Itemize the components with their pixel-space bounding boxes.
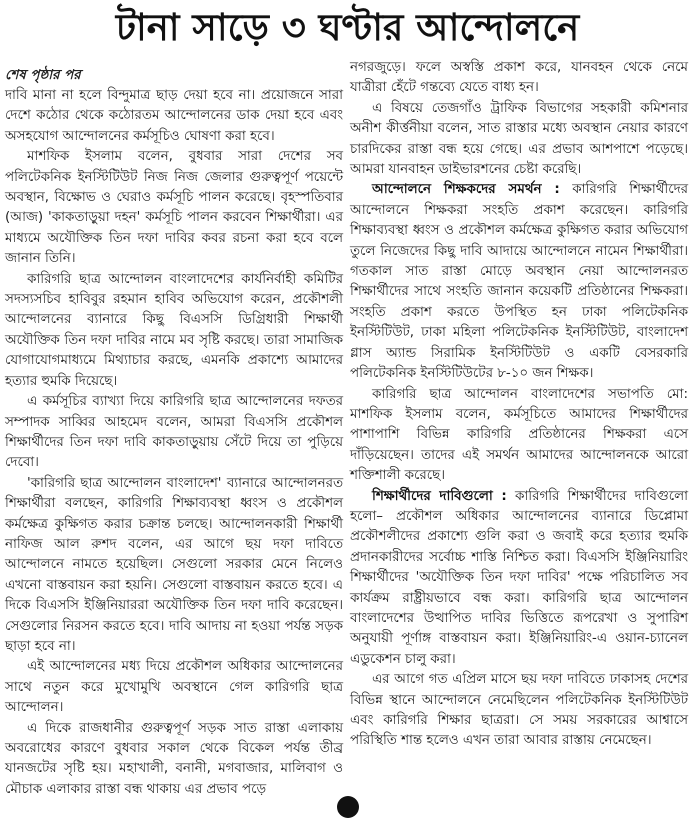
article-paragraph	[350, 385, 688, 487]
article-text: কারিগরি ছাত্র আন্দোলন বাংলাদেশের সভাপতি মো: মাশফিক ইসলাম বলেন, কর্মসূচিতে আমাদের শিক্ষার্থীদের পাশাপাশি বিভিন্ন কারিগরি প্রতিষ্ঠানের শিক্ষকরা এসে দাঁড়িয়েছেন। তাদের এই সমর্থন আমাদের আন্দোলনকে আরো শক্তিশালী করেছে।	[350, 386, 688, 484]
article-text: এর আগে গত এপ্রিল মাসে ছয় দফা দাবিতে ঢাকাসহ দেশের বিভিন্ন স্থানে আন্দোলনে নেমেছিলেন পলিটেকনিক ইনস্টিটিউট এবং কারিগরি শিক্ষার ছাত্ররা। সে সময় সরকারের আশ্বাসে পরিস্থিতি শান্ত হলেও এখন তারা আবার রাস্তায় নেমেছেন।	[350, 672, 688, 749]
article-paragraph: এই আন্দোলনের মধ্য দিয়ে প্রকৌশল অধিকার আন্দোলনের সাথে নতুন করে মুখোমুখি অবস্থানে গেল কারিগরি ছাত্র আন্দোলন।	[5, 659, 343, 716]
article-paragraph	[350, 58, 688, 99]
headline: টানা সাড়ে ৩ ঘণ্টার আন্দোলনে	[115, 6, 580, 49]
article-paragraph: মাশফিক ইসলাম বলেন, বুধবার সারা দেশের সব পলিটেকনিক ইনস্টিটিউট নিজ নিজ জেলার গুরুত্বপূর্ণ পয়েন্টে অবস্থান, বিক্ষোভ ও ঘেরাও কর্মসূচি পালন করেছে। বৃহস্পতিবার (আজ) 'কাকতাড়ুয়া দহন' কর্মসূচি পালন করবেন শিক্ষার্থীরা। এর মাধ্যমে অযৌক্তিক তিন দফা দাবির কবর রচনা করা হবে বলে জানান তিনি।	[5, 149, 343, 267]
article-text: কারিগরি শিক্ষার্থীদের দাবিগুলো হলো– প্রকৌশল অধিকার আন্দোলনের ব্যানারে ডিপ্লোমা প্রকৌশলীদের প্রকাশ্যে গুলি করা ও জবাই করে হত্যার হুমকি প্রদানকারীদের সর্বোচ্চ শাস্তি নিশ্চিত করা। বিএসসি ইঞ্জিনিয়ারিং শিক্ষার্থীদের 'অযৌক্তিক তিন দফা দাবির' পক্ষে পরিচালিত সব কার্যক্রম রাষ্ট্রীয়ভাবে বন্ধ করা। কারিগরি ছাত্র আন্দোলন বাংলাদেশের উত্থাপিত দাবির ভিত্তিতে রূপরেখা ও সুপারিশ অনুযায়ী পূর্ণাঙ্গ বাস্তবায়ন করা। ইঞ্জিনিয়ারিং-এ ওয়ান-চ্যানেল এডুকেশন চালু করা।	[350, 488, 688, 667]
article-paragraph	[350, 670, 688, 752]
article-paragraph: কারিগরি ছাত্র আন্দোলন বাংলাদেশের কার্যনির্বাহী কমিটির সদস্যসচিব হাবিবুর রহমান হাবিব অভিযোগ করেন, প্রকৌশলী আন্দোলনের ব্যানারে কিছু বিএসসি ডিগ্রিধারী শিক্ষার্থী অযৌক্তিক তিন দফা দাবির নামে মব সৃষ্টি করছে। তারা সামাজিক যোগাযোগমাধ্যমে মিথ্যাচার করছে, এমনকি প্রকাশ্যে আমাদের হত্যার হুমকি দিয়েছে।	[5, 271, 343, 389]
article-paragraph	[350, 99, 688, 181]
article-paragraph: দাবি মানা না হলে বিন্দুমাত্র ছাড় দেয়া হবে না। প্রয়োজনে সারা দেশে কঠোর থেকে কঠোরতম আন্দোলনের ডাক দেয়া হবে এবং অসহযোগ আন্দোলনের কর্মসূচিও ঘোষণা করা হবে।	[5, 88, 343, 144]
continued-from-label: শেষ পৃষ্ঠার পর	[5, 68, 81, 83]
article-right-column	[350, 58, 688, 752]
subheading-teachers-support: আন্দোলনে শিক্ষকদের সমর্থন :	[372, 182, 560, 198]
subheading-student-demands: শিক্ষার্থীদের দাবিগুলো :	[372, 488, 507, 504]
article-left-column	[5, 60, 343, 800]
page-logo-mark-icon	[337, 796, 359, 818]
article-paragraph: এ কর্মসূচির ব্যাখ্যা দিয়ে কারিগরি ছাত্র আন্দোলনের দফতর সম্পাদক সাব্বির আহমেদ বলেন, আমরা বিএসসি প্রকৌশল শিক্ষার্থীদের তিন দফা দাবি কাকতাড়ুয়ায় সেঁটে দিয়ে তা পুড়িয়ে দেবো।	[5, 394, 343, 471]
article-paragraph: এ দিকে রাজধানীর গুরুত্বপূর্ণ সড়ক সাত রাস্তা এলাকায় অবরোধের কারণে বুধবার সকাল থেকে বিকেল পর্যন্ত তীব্র যানজটের সৃষ্টি হয়। মহাখালী, বনানী, মগবাজার, মালিবাগ ও মৌচাক এলাকার রাস্তা বন্ধ থাকায় এর প্রভাব পড়ে	[5, 720, 343, 797]
article-text: নগরজুড়ে। ফলে অস্বস্তি প্রকাশ করে, যানবহন থেকে নেমে যাত্রীরা হেঁটে গন্তব্যে যেতে বাধ্য হন।	[350, 60, 688, 96]
article-text: এ বিষয়ে তেজগাঁও ট্রাফিক বিভাগের সহকারী কমিশনার অনীশ কীর্ত্তনীয়া বলেন, সাত রাস্তার মধ্যে অবস্থান নেয়ার কারণে চারদিকের রাস্তা বন্ধ হয়ে গেছে। এর প্রভাব আশপাশে পড়েছে। আমরা যানবাহন ডাইভারশনের চেষ্টা করেছি।	[350, 100, 688, 178]
article-paragraph: 'কারিগরি ছাত্র আন্দোলন বাংলাদেশ' ব্যানারে আন্দোলনরত শিক্ষার্থীরা বলছেন, কারিগরি শিক্ষাব্যবস্থা ধ্বংস ও প্রকৌশল কর্মক্ষেত্র কুক্ষিগত করার চক্রান্ত চলছে। আন্দোলনকারী শিক্ষার্থী নাফিজ আল রুশদ বলেন, এর আগে ছয় দফা দাবিতে আন্দোলনে নামতে হয়েছিল। সেগুলো সরকার মেনে নিলেও এখনো বাস্তবায়ন করা হয়নি। সেগুলো বাস্তবায়ন করতে হবে। এ দিকে বিএসসি ইঞ্জিনিয়াররা অযৌক্তিক তিন দফা দাবি করেছেন। সেগুলোর নিরসন করতে হবে। দাবি আদায় না হওয়া পর্যন্ত সড়ক ছাড়া হবে না।	[5, 475, 343, 654]
article-paragraph	[350, 180, 688, 384]
article-text: কারিগরি শিক্ষার্থীদের আন্দোলনে শিক্ষকরা সংহতি প্রকাশ করেছেন। কারিগরি শিক্ষাব্যবস্থা ধ্বংস ও প্রকৌশল কর্মক্ষেত্র কুক্ষিগত করার অভিযোগ তুলে নিজেদের কিছু দাবি আদায়ে আন্দোলনে নামেন শিক্ষার্থীরা। গতকাল সাত রাস্তা মোড়ে অবস্থান নেয়া আন্দোলনরত শিক্ষার্থীদের সাথে সংহতি জানান কয়েকটি প্রতিষ্ঠানের শিক্ষকরা। সংহতি প্রকাশ করতে উপস্থিত হন ঢাকা পলিটেকনিক ইনস্টিটিউট, ঢাকা মহিলা পলিটেকনিক ইনস্টিটিউট, বাংলাদেশ গ্লাস অ্যান্ড সিরামিক ইনস্টিটিউট ও একটি বেসরকারি পলিটেকনিক ইনস্টিটিউটের ৮-১০ জন শিক্ষক।	[350, 182, 688, 382]
article-paragraph	[350, 487, 688, 671]
